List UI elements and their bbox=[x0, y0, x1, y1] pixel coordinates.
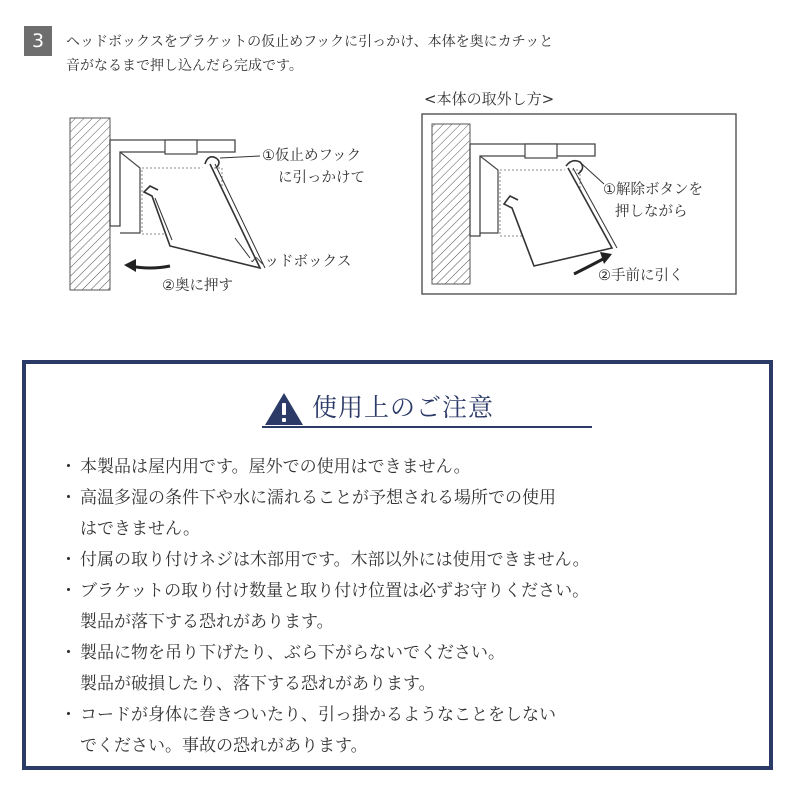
wall bbox=[432, 124, 470, 284]
caution-note bbox=[58, 576, 768, 638]
caution-note bbox=[58, 638, 768, 700]
note-bullet: ・ bbox=[60, 550, 77, 570]
note-line: 製品が落下する恐れがあります。 bbox=[80, 612, 334, 632]
installation-illustration bbox=[60, 108, 390, 308]
caution-note bbox=[58, 483, 768, 545]
caution-note bbox=[58, 545, 768, 576]
note-bullet: ・ bbox=[60, 488, 77, 508]
note-line: 製品が破損したり、落下する恐れがあります。 bbox=[80, 674, 436, 694]
wall bbox=[70, 118, 110, 290]
headbox-label: ヘッドボックス bbox=[250, 254, 352, 270]
release-label: ①解除ボタンを bbox=[603, 182, 703, 198]
note-line: 高温多湿の条件下や水に濡れることが予想される場所での使用 bbox=[80, 488, 556, 508]
caution-title-bar bbox=[262, 386, 592, 428]
note-line: でください。事故の恐れがあります。 bbox=[80, 736, 368, 756]
caution-title: 使用上のご注意 bbox=[312, 393, 495, 422]
caution-note bbox=[58, 700, 768, 762]
note-line: 製品に物を吊り下げたり、ぶら下がらないでください。 bbox=[80, 643, 505, 663]
caution-notes-list bbox=[58, 452, 768, 762]
note-bullet: ・ bbox=[60, 457, 77, 477]
caution-note bbox=[58, 452, 768, 483]
step-number-badge: 3 bbox=[24, 26, 52, 56]
step-instructions bbox=[66, 30, 786, 78]
caution-panel bbox=[22, 360, 773, 770]
pull-label: ②手前に引く bbox=[598, 268, 684, 284]
step-instruction-line: 音がなるまで押し込んだら完成です。 bbox=[66, 58, 303, 74]
note-line: コードが身体に巻きついたり、引っ掛かるようなことをしない bbox=[80, 705, 556, 725]
hook-label: に引っかけて bbox=[278, 170, 365, 186]
headbox bbox=[144, 164, 260, 268]
push-label: ②奥に押す bbox=[162, 278, 233, 294]
removal-illustration bbox=[420, 88, 740, 298]
note-line: ブラケットの取り付け数量と取り付け位置は必ずお守りください。 bbox=[80, 581, 590, 601]
note-bullet: ・ bbox=[60, 643, 77, 663]
warning-triangle-icon bbox=[264, 392, 304, 426]
headbox bbox=[504, 168, 612, 266]
note-line: はできません。 bbox=[80, 519, 201, 539]
note-line: 本製品は屋内用です。屋外での使用はできません。 bbox=[80, 457, 471, 477]
release-label: 押しながら bbox=[615, 204, 688, 220]
note-bullet: ・ bbox=[60, 705, 77, 725]
note-line: 付属の取り付けネジは木部用です。木部以外には使用できません。 bbox=[80, 550, 590, 570]
note-bullet: ・ bbox=[60, 581, 77, 601]
step-instruction-line: ヘッドボックスをブラケットの仮止めフックに引っかけ、本体を奥にカチッと bbox=[66, 34, 554, 50]
hook-label: ①仮止めフック bbox=[262, 148, 361, 164]
removal-heading: <本体の取外し方> bbox=[424, 90, 555, 108]
